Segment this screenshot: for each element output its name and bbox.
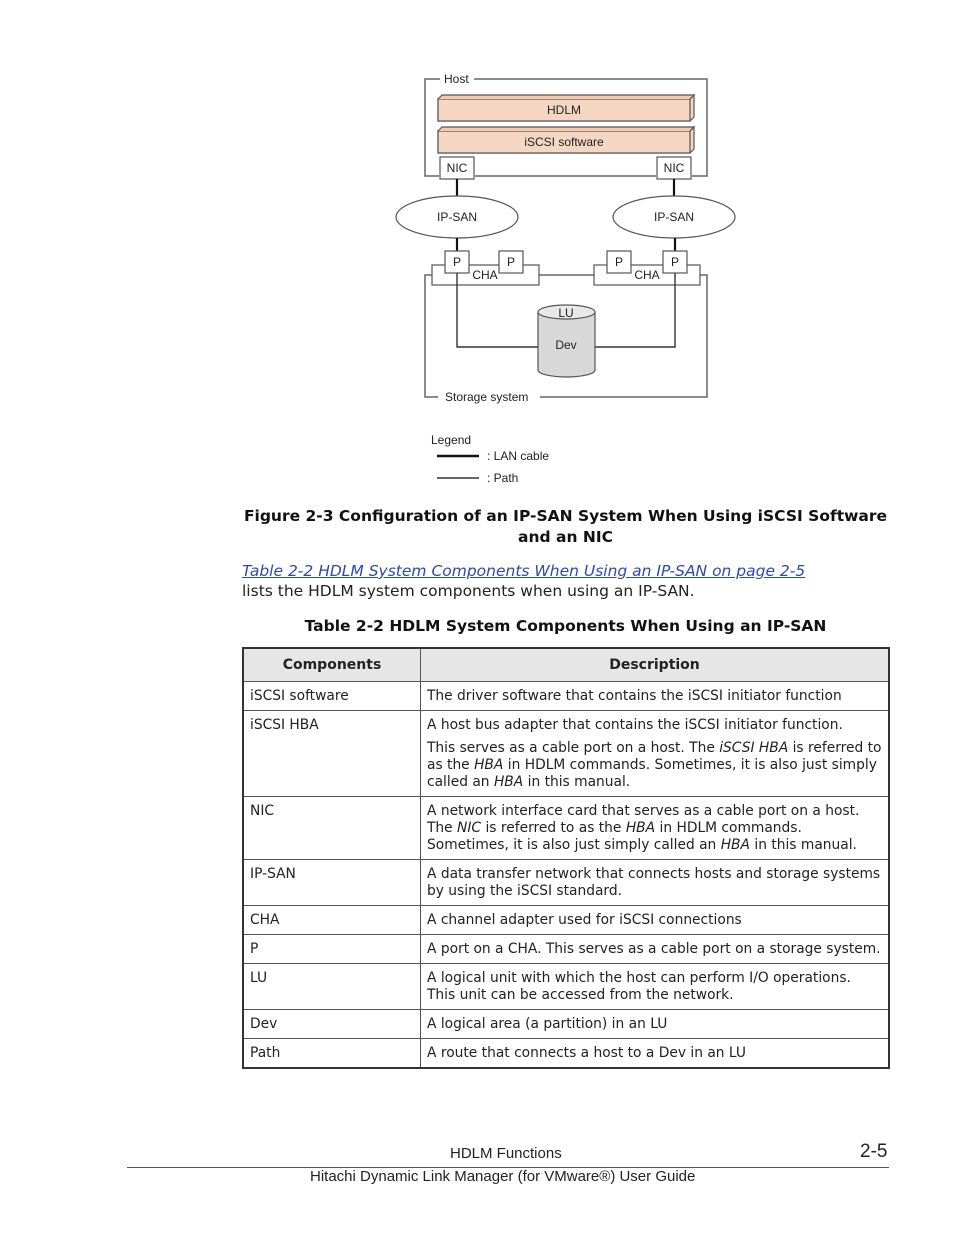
- component-cell: P: [243, 935, 421, 964]
- port-label-4: P: [670, 255, 680, 269]
- description-cell: A logical unit with which the host can perform I/O operations. This unit can be accessed from the network.: [421, 964, 890, 1010]
- nic-right-label: NIC: [663, 161, 685, 175]
- port-label-3: P: [614, 255, 624, 269]
- iscsi-software-label: iSCSI software: [524, 135, 604, 149]
- cha-right-label: CHA: [634, 268, 660, 282]
- dev-label: Dev: [555, 338, 577, 352]
- header-description: Description: [421, 648, 890, 682]
- ipsan-left-label: IP-SAN: [436, 210, 478, 224]
- storage-label: Storage system: [445, 390, 529, 404]
- table-header-row: [243, 648, 889, 682]
- legend-title: Legend: [431, 433, 472, 447]
- description-cell: A network interface card that serves as a cable port on a host. The NIC is referred to as the HBA in HDLM commands. Sometimes, it is also just simply called an HBA in this manual.: [421, 797, 890, 860]
- description-cell: A port on a CHA. This serves as a cable port on a storage system.: [421, 935, 890, 964]
- description-cell: A logical area (a partition) in an LU: [421, 1010, 890, 1039]
- description-paragraph: A host bus adapter that contains the iSCSI initiator function.: [427, 717, 843, 733]
- component-cell: Path: [243, 1039, 421, 1069]
- table-caption: Table 2-2 HDLM System Components When Using an IP-SAN: [304, 617, 827, 635]
- intro-rest-text: lists the HDLM system components when using an IP-SAN.: [242, 582, 695, 600]
- figure-caption-line1: Figure 2-3 Configuration of an IP-SAN System When Using iSCSI Software: [243, 507, 888, 525]
- component-cell: iSCSI software: [243, 682, 421, 711]
- figure-caption-line2: and an NIC: [518, 528, 613, 546]
- intro-paragraph: [242, 561, 902, 601]
- port-label-2: P: [506, 255, 516, 269]
- table-row: [243, 682, 889, 711]
- description-cell: The driver software that contains the iSCSI initiator function: [421, 682, 890, 711]
- description-cell: A data transfer network that connects hosts and storage systems by using the iSCSI standard.: [421, 860, 890, 906]
- lu-label: LU: [558, 306, 574, 320]
- host-label: Host: [444, 72, 469, 86]
- ipsan-right-label: IP-SAN: [653, 210, 695, 224]
- header-components: Components: [243, 648, 421, 682]
- component-cell: LU: [243, 964, 421, 1010]
- ip-san-configuration-diagram: [380, 60, 740, 495]
- component-cell: Dev: [243, 1010, 421, 1039]
- footer-document-title: Hitachi Dynamic Link Manager (for VMware®) User Guide: [310, 1168, 696, 1185]
- table-row: [243, 797, 889, 860]
- table-row: [243, 935, 889, 964]
- legend-lan-label: : LAN cable: [487, 449, 550, 463]
- component-cell: IP-SAN: [243, 860, 421, 906]
- page-number: 2-5: [860, 1141, 888, 1162]
- description-cell: A channel adapter used for iSCSI connections: [421, 906, 890, 935]
- hdlm-label: HDLM: [546, 103, 582, 117]
- component-cell: NIC: [243, 797, 421, 860]
- port-label-1: P: [452, 255, 462, 269]
- nic-left-label: NIC: [446, 161, 468, 175]
- description-paragraph: This serves as a cable port on a host. The iSCSI HBA is referred to as the HBA in HDLM commands. Sometimes, it is also just simply called an HBA in this manual.: [427, 740, 882, 790]
- table-reference-link[interactable]: Table 2-2 HDLM System Components When Using an IP-SAN on page 2-5: [242, 562, 806, 580]
- table-row: [243, 1010, 889, 1039]
- table-row: [243, 906, 889, 935]
- table-row: [243, 964, 889, 1010]
- component-cell: CHA: [243, 906, 421, 935]
- cha-left-label: CHA: [472, 268, 498, 282]
- legend-path-label: : Path: [487, 471, 519, 485]
- components-table: [242, 647, 890, 1069]
- description-cell: A route that connects a host to a Dev in an LU: [421, 1039, 890, 1069]
- component-cell: iSCSI HBA: [243, 711, 421, 797]
- description-cell: [421, 711, 890, 797]
- figure-caption: [242, 506, 889, 548]
- footer-section-title: HDLM Functions: [450, 1145, 562, 1162]
- table-row: [243, 860, 889, 906]
- table-row: [243, 711, 889, 797]
- table-row: [243, 1039, 889, 1069]
